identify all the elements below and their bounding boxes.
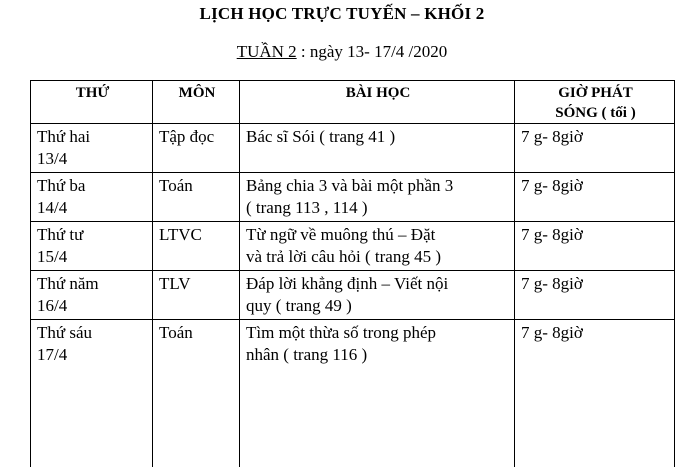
page-title: LỊCH HỌC TRỰC TUYẾN – KHỐI 2 [199, 4, 485, 23]
lesson-line2: ( trang 113 , 114 ) [246, 198, 368, 217]
table-row [31, 222, 675, 271]
week-dates: : ngày 13- 17/4 /2020 [296, 42, 448, 61]
lesson-line1: Từ ngữ về muông thú – Đặt [246, 225, 436, 244]
lesson-line2: nhân ( trang 116 ) [246, 345, 368, 364]
day-date: 13/4 [37, 149, 68, 168]
header-time-line1: GIỜ PHÁT [558, 85, 633, 101]
day-name: Thứ năm [37, 274, 99, 293]
subject-cell: Toán [153, 320, 240, 468]
time-cell: 7 g- 8giờ [515, 124, 675, 173]
lesson-line1: Đáp lời khẳng định – Viết nội [246, 274, 449, 293]
lesson-line1: Bảng chia 3 và bài một phần 3 [246, 176, 454, 195]
table-row [31, 271, 675, 320]
lesson-line1: Tìm một thừa số trong phép [246, 323, 437, 342]
day-date: 14/4 [37, 198, 68, 217]
header-subject: MÔN [153, 81, 240, 124]
lesson-line2: quy ( trang 49 ) [246, 296, 352, 315]
subject-cell: TLV [153, 271, 240, 320]
subject-cell: LTVC [153, 222, 240, 271]
day-date: 15/4 [37, 247, 68, 266]
lesson-cell [240, 124, 515, 173]
day-name: Thứ ba [37, 176, 86, 195]
time-cell: 7 g- 8giờ [515, 173, 675, 222]
lesson-line1: Bác sĩ Sói ( trang 41 ) [246, 127, 396, 146]
lesson-cell [240, 320, 515, 468]
day-cell [31, 320, 153, 468]
table-row [31, 173, 675, 222]
week-label: TUẦN 2 [236, 42, 297, 61]
subject-cell: Toán [153, 173, 240, 222]
day-name: Thứ tư [37, 225, 84, 244]
table-row [31, 124, 675, 173]
day-name: Thứ hai [37, 127, 91, 146]
lesson-line2: và trả lời câu hỏi ( trang 45 ) [246, 247, 441, 266]
day-cell [31, 124, 153, 173]
day-cell [31, 271, 153, 320]
time-cell: 7 g- 8giờ [515, 271, 675, 320]
header-lesson: BÀI HỌC [240, 81, 515, 124]
day-cell [31, 222, 153, 271]
header-time-line2: SÓNG ( tối ) [555, 105, 636, 121]
day-cell [31, 173, 153, 222]
day-date: 17/4 [37, 345, 68, 364]
table-row [31, 320, 675, 468]
lesson-cell [240, 173, 515, 222]
day-name: Thứ sáu [37, 323, 93, 342]
lesson-cell [240, 222, 515, 271]
subject-cell: Tập đọc [153, 124, 240, 173]
day-date: 16/4 [37, 296, 68, 315]
header-broadcast-time [515, 81, 675, 124]
table-header-row [31, 81, 675, 124]
header-day: THỨ [31, 81, 153, 124]
time-cell: 7 g- 8giờ [515, 320, 675, 468]
week-heading [0, 42, 684, 62]
schedule-table [30, 80, 675, 467]
lesson-cell [240, 271, 515, 320]
time-cell: 7 g- 8giờ [515, 222, 675, 271]
